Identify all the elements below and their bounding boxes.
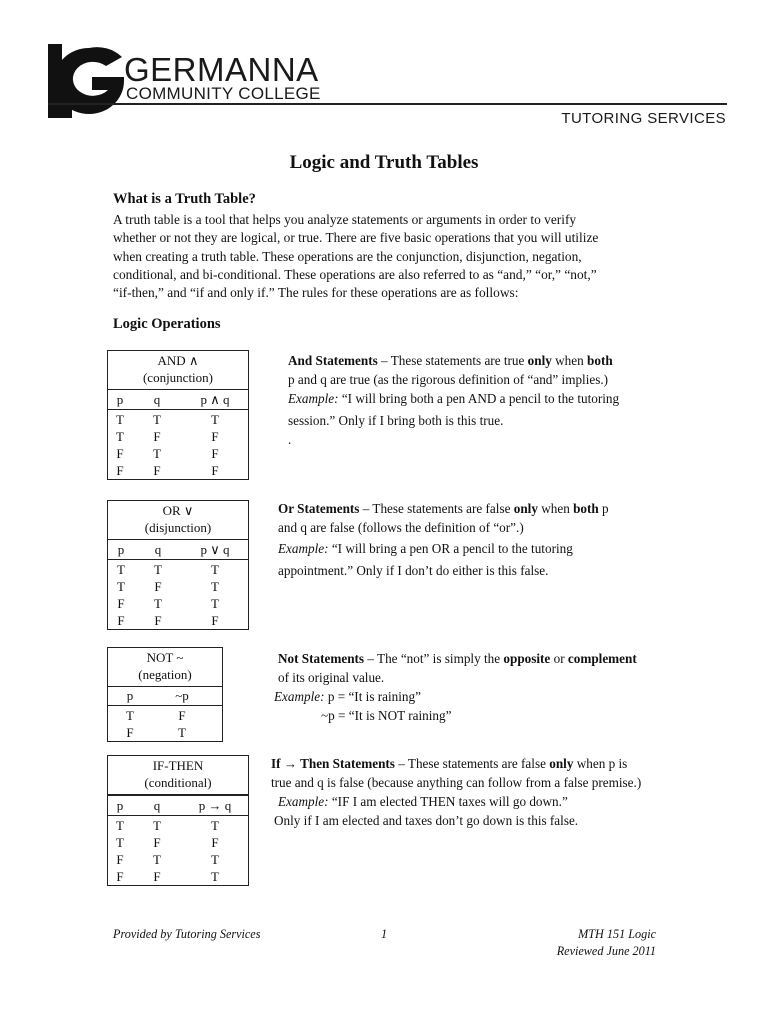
or-explanation [278,499,609,580]
table-row [108,612,248,629]
example-label: Example: [278,541,329,556]
text-run: – These statements are false [359,501,514,516]
header-cell: p ∧ q [200,392,230,407]
table-cell: F [116,852,124,867]
table-cell: F [126,725,134,740]
text-run: when p is [573,756,628,771]
text-run: when [537,501,574,516]
table-cell: F [154,579,162,594]
table-cell: F [117,596,125,611]
org-subtitle: COMMUNITY COLLEGE [126,84,321,103]
table-cell: T [153,852,161,867]
table-cell: F [211,613,219,628]
table-row [108,428,248,445]
table-cell: T [211,852,219,867]
table-cell: F [116,463,124,478]
intro-line: whether or not they are logical, or true. There are five basic operations that you will utilize [113,230,599,246]
table-cell: T [116,412,124,427]
table-subcaption: (disjunction) [144,520,212,535]
text-run: “I will bring a pen OR a pencil to the tutoring [328,541,573,556]
footer-reviewed: Reviewed June 2011 [556,944,656,958]
header-cell: p [116,798,124,813]
table-cell: T [126,708,134,723]
header-divider [48,103,727,105]
table-caption: IF-THEN [152,758,204,773]
not-truth-table [107,647,223,742]
or-truth-table [107,500,249,630]
org-name: GERMANNA [124,51,319,88]
table-cell: F [153,429,161,444]
table-subcaption: (negation) [138,667,192,682]
operations-heading: Logic Operations [113,316,221,332]
intro-paragraph [113,211,663,302]
text-run: both [587,353,613,368]
table-row [108,462,248,479]
table-cell: T [211,869,219,884]
table-cell: T [211,412,219,427]
table-cell: F [211,429,219,444]
table-cell: T [211,562,219,577]
header-cell: p ∨ q [200,542,230,557]
header-cell: q [153,392,161,407]
header-cell: ~p [175,688,189,703]
table-cell: F [153,835,161,850]
text-run: only [527,353,552,368]
footer-credit: Provided by Tutoring Services [113,927,261,941]
table-cell: T [116,835,124,850]
text-run: only [513,501,538,516]
table-cell: F [116,446,124,461]
text-run: only [549,756,574,771]
table-cell: T [211,579,219,594]
text-line: and q are false (follows the definition of “or”.) [278,520,524,535]
table-row [108,817,248,834]
ifthen-truth-table [107,755,249,886]
table-cell: T [116,429,124,444]
text-run: complement [567,651,637,666]
and-explanation [288,351,619,449]
not-title: Not Statements [278,651,365,666]
table-caption: NOT ~ [146,650,184,665]
table-cell: T [211,596,219,611]
page-number: 1 [381,927,388,941]
table-subcaption: (conditional) [144,775,212,790]
table-cell: F [153,463,161,478]
table-header-row [108,687,222,706]
table-header-row [108,540,248,560]
table-cell: T [116,818,124,833]
text-run: – These statements are false [394,756,550,771]
table-row [108,595,248,612]
table-caption: OR ∨ [162,503,194,518]
text-run: “IF I am elected THEN taxes will go down.” [328,794,568,809]
text-line: p and q are true (as the rigorous definition of “and” implies.) [288,372,609,387]
table-cell: F [211,835,219,850]
table-cell: T [154,562,162,577]
table-caption: AND ∧ [157,353,199,368]
and-title: And Statements [288,353,378,368]
header-cell: p → q [198,798,232,813]
example-label: Example: [278,794,329,809]
text-line: Only if I am elected and taxes don’t go down is this false. [274,813,579,828]
table-row [108,707,222,724]
table-cell: T [153,412,161,427]
text-line: . [288,432,292,447]
intro-line: A truth table is a tool that helps you analyze statements or arguments in order to verify [113,212,577,227]
table-cell: T [117,579,125,594]
header-cell: p [117,542,125,557]
text-line: true and q is false (because anything can follow from a false premise.) [271,775,642,790]
text-line: of its original value. [278,670,385,685]
table-cell: T [153,446,161,461]
germanna-logo-icon [48,44,130,118]
header-cell: p [116,392,124,407]
text-run: when [551,353,588,368]
table-row [108,445,248,462]
table-cell: F [153,869,161,884]
text-line: ~p = “It is NOT raining” [321,708,452,723]
table-cell: F [154,613,162,628]
ifthen-explanation [271,754,641,830]
table-row [108,868,248,885]
text-run: both [573,501,599,516]
table-row [108,724,222,741]
intro-heading: What is a Truth Table? [113,191,256,207]
ifthen-title: If → Then Statements [271,756,395,771]
table-row [108,851,248,868]
text-run: opposite [503,651,551,666]
table-row [108,411,248,428]
table-cell: F [117,613,125,628]
table-cell: T [153,818,161,833]
table-cell: T [154,596,162,611]
and-truth-table [107,350,249,480]
text-line: appointment.” Only if I don’t do either is this false. [278,563,549,578]
intro-line: conditional, and bi-conditional. These operations are also referred to as “and,” “or,” “not,” [113,266,597,282]
department-label: TUTORING SERVICES [561,110,726,127]
table-cell: F [116,869,124,884]
header-cell: q [153,798,161,813]
text-run: – These statements are true [377,353,528,368]
header-cell: p [126,688,134,703]
text-run: p = “It is raining” [324,689,421,704]
or-title: Or Statements [278,501,360,516]
text-run: “I will bring both a pen AND a pencil to the tutoring [338,391,620,406]
header-cell: q [154,542,162,557]
table-cell: T [211,818,219,833]
footer-course: MTH 151 Logic [578,927,656,941]
table-cell: T [178,725,186,740]
table-header-row [108,390,248,410]
table-subcaption: (conjunction) [142,370,214,385]
intro-line: when creating a truth table. These operations are the conjunction, disjunction, negation, [113,248,582,264]
text-run: p [598,501,609,516]
text-run: – The “not” is simply the [364,651,504,666]
page-title: Logic and Truth Tables [289,152,479,173]
example-label: Example: [274,689,325,704]
text-line: session.” Only if I bring both is this true. [288,413,504,428]
table-cell: F [211,463,219,478]
table-row [108,834,248,851]
table-header-row [108,796,248,816]
intro-line: “if-then,” and “if and only if.” The rules for these operations are as follows: [113,285,519,301]
table-row [108,561,248,578]
example-label: Example: [288,391,339,406]
table-cell: F [211,446,219,461]
table-cell: T [117,562,125,577]
table-cell: F [178,708,186,723]
not-explanation [274,649,637,725]
table-row [108,578,248,595]
text-run: or [550,651,568,666]
